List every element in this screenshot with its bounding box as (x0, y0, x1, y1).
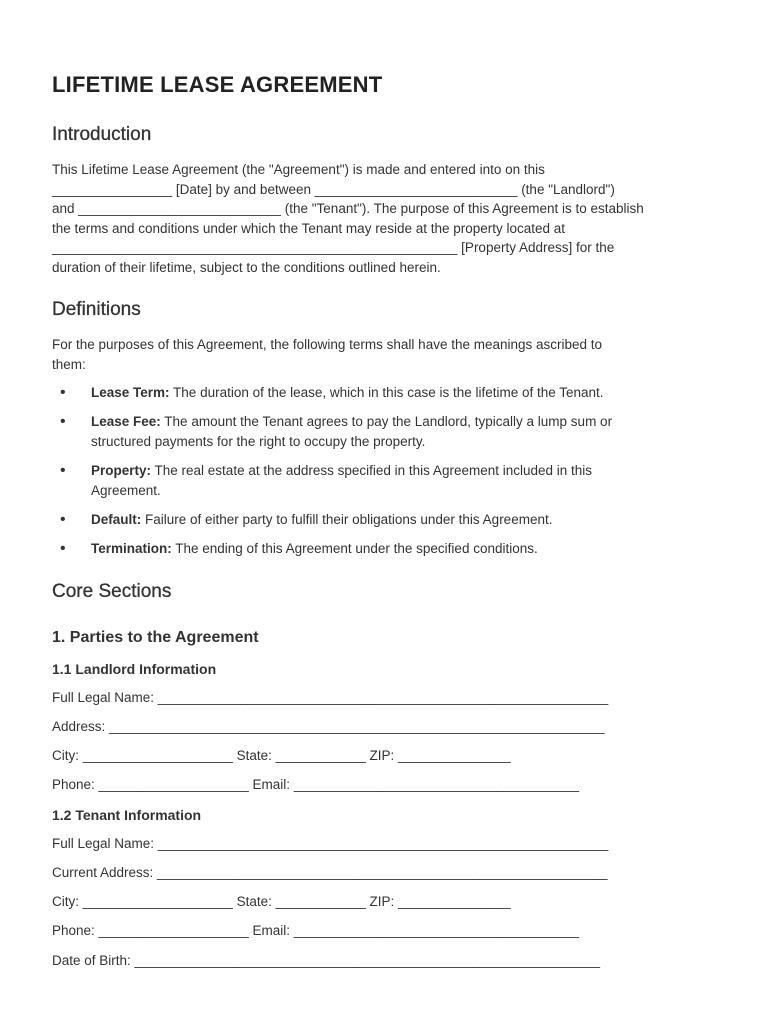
definition-term: Lease Fee: (91, 414, 161, 429)
intro-line-1: This Lifetime Lease Agreement (the "Agreement") is made and entered into on this (52, 162, 545, 177)
intro-line-3: and ___________________________ (the "Tenant"). The purpose of this Agreement is to establish (52, 201, 644, 216)
bullet-dot: • (60, 540, 66, 557)
definition-term: Termination: (91, 541, 172, 556)
parties-heading: 1. Parties to the Agreement (52, 629, 259, 646)
bullet-dot: • (60, 511, 66, 528)
landlord-address-field[interactable]: Address: __________________________________________________________________ (52, 719, 605, 734)
definition-item-default (91, 510, 552, 530)
intro-line-5: ______________________________________________________ [Property Address] for the (52, 240, 615, 255)
definition-term: Property: (91, 463, 152, 478)
bullet-dot: • (60, 384, 66, 401)
definition-term: Default: (91, 512, 142, 527)
definitions-intro-line-2: them: (52, 356, 86, 372)
tenant-full-name-field[interactable]: Full Legal Name: ____________________________________________________________ (52, 836, 609, 851)
introduction-heading: Introduction (52, 124, 152, 145)
tenant-info-heading: 1.2 Tenant Information (52, 807, 202, 823)
core-sections-heading: Core Sections (52, 581, 172, 602)
definition-text: The duration of the lease, which in this case is the lifetime of the Tenant. (169, 385, 604, 400)
definition-text: The ending of this Agreement under the specified conditions. (171, 541, 538, 556)
landlord-info-heading: 1.1 Landlord Information (52, 661, 217, 677)
tenant-dob-field[interactable]: Date of Birth: ______________________________________________________________ (52, 953, 601, 968)
bullet-dot: • (60, 462, 66, 479)
definition-item-termination (91, 539, 538, 559)
definition-item-lease-term (91, 383, 604, 403)
landlord-city-state-zip-field[interactable]: City: ____________________ State: ____________ ZIP: _______________ (52, 748, 511, 763)
intro-line-2: ________________ [Date] by and between ___________________________ (the "Landlord") (52, 181, 615, 197)
intro-line-4: the terms and conditions under which the Tenant may reside at the property located at (52, 220, 566, 236)
definitions-intro-line-1: For the purposes of this Agreement, the following terms shall have the meanings ascribed to (52, 337, 603, 352)
landlord-phone-email-field[interactable]: Phone: ____________________ Email: ______________________________________ (52, 777, 580, 792)
definition-item-lease-fee (91, 412, 612, 432)
document-title: LIFETIME LEASE AGREEMENT (52, 72, 383, 97)
definitions-heading: Definitions (52, 299, 141, 320)
definition-term: Lease Term: (91, 385, 170, 400)
bullet-dot: • (60, 413, 66, 430)
tenant-current-address-field[interactable]: Current Address: ____________________________________________________________ (52, 865, 608, 880)
tenant-city-state-zip-field[interactable]: City: ____________________ State: ____________ ZIP: _______________ (52, 894, 511, 909)
definition-text-continued: Agreement. (91, 482, 161, 498)
landlord-full-name-field[interactable]: Full Legal Name: ____________________________________________________________ (52, 690, 609, 705)
tenant-phone-email-field[interactable]: Phone: ____________________ Email: ______________________________________ (52, 923, 580, 938)
definition-item-property (91, 461, 592, 481)
intro-line-6: duration of their lifetime, subject to the conditions outlined herein. (52, 259, 441, 275)
definition-text: The real estate at the address specified in this Agreement included in this (151, 463, 593, 478)
definition-text: The amount the Tenant agrees to pay the Landlord, typically a lump sum or (160, 414, 613, 429)
definition-text-continued: structured payments for the right to occupy the property. (91, 433, 426, 449)
definition-text: Failure of either party to fulfill their obligations under this Agreement. (141, 512, 553, 527)
